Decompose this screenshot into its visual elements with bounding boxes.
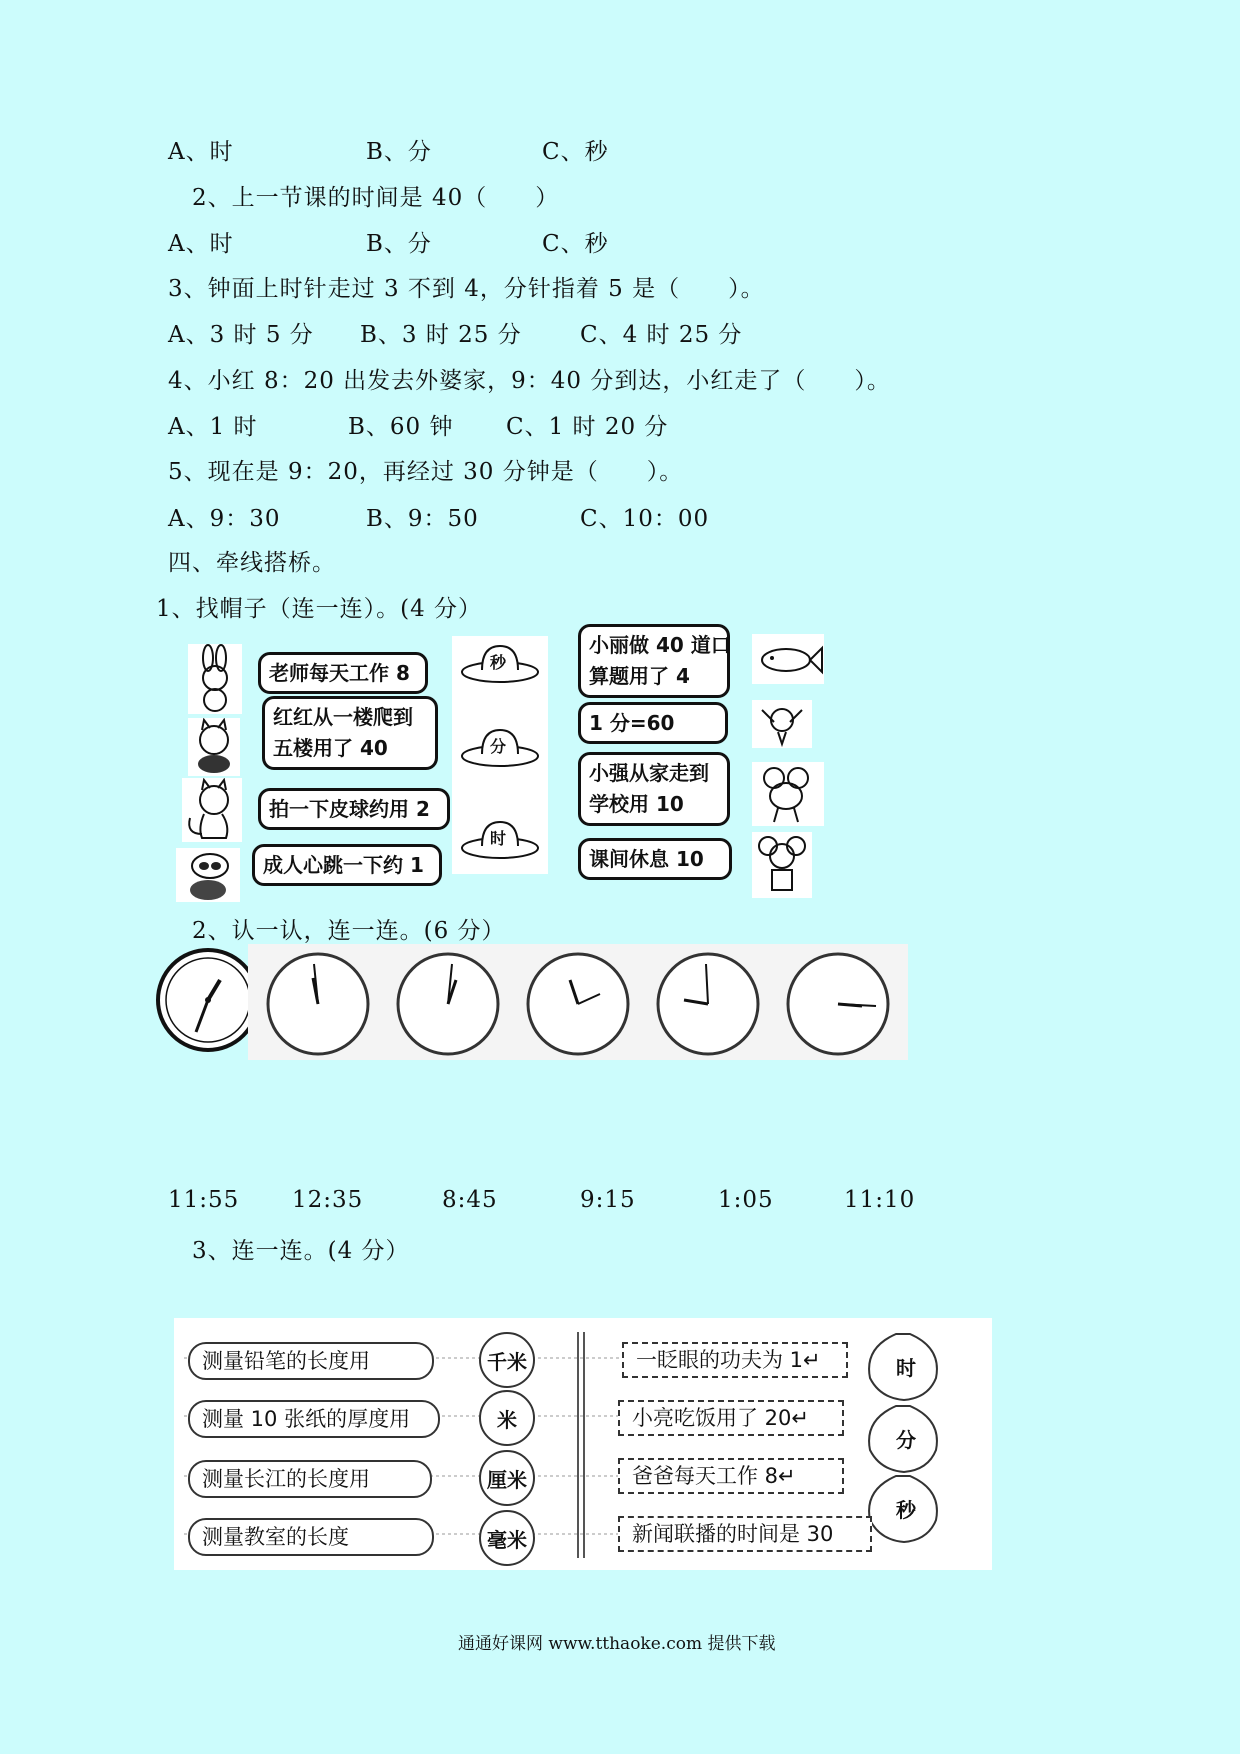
q2-option-a: A、时 — [168, 231, 234, 257]
q5-option-a: A、9：30 — [168, 506, 281, 532]
time-label-3: 8:45 — [442, 1187, 498, 1213]
q1-option-c: C、秒 — [542, 139, 609, 165]
bubble-honghong-line2: 五楼用了 40 — [273, 736, 388, 760]
q4-option-b: B、60 钟 — [348, 414, 454, 440]
cat-icon — [188, 718, 240, 776]
measure-item-4: 测量教室的长度 — [188, 1518, 434, 1556]
hats-panel — [452, 636, 548, 874]
measure-item-2: 测量 10 张纸的厚度用 — [188, 1400, 440, 1438]
raccoon-icon — [176, 848, 240, 902]
bubble-xiaoli-line1: 小丽做 40 道口 — [589, 633, 731, 657]
question-4: 4、小红 8：20 出发去外婆家，9：40 分到达，小红走了（ ）。 — [168, 368, 891, 394]
q3-option-b: B、3 时 25 分 — [360, 322, 522, 348]
time-item-3: 爸爸每天工作 8↵ — [618, 1458, 844, 1494]
bubble-break: 课间休息 10 — [578, 838, 732, 880]
matching-panel — [174, 1318, 992, 1570]
bubble-xiaoli-line2: 算题用了 4 — [589, 664, 690, 688]
section-4-q1-title: 1、找帽子（连一连）。(4 分） — [156, 596, 483, 622]
section-4-q3-title: 3、连一连。(4 分） — [192, 1238, 410, 1264]
hat-label-second: 秒 — [490, 653, 507, 672]
sample-clock-icon — [154, 946, 262, 1054]
footer-text: 通通好课网 www.tthaoke.com 提供下载 — [458, 1634, 776, 1654]
measure-item-1: 测量铅笔的长度用 — [188, 1342, 434, 1380]
measure-item-3: 测量长江的长度用 — [188, 1460, 432, 1498]
bubble-one-minute: 1 分=60 — [578, 702, 728, 744]
clocks-panel — [248, 944, 908, 1060]
time-item-2: 小亮吃饭用了 20↵ — [618, 1400, 844, 1436]
peach-unit-hour: 时 — [896, 1356, 916, 1380]
clocks-drawing — [248, 944, 908, 1060]
time-label-6: 11:10 — [844, 1187, 916, 1213]
bird-icon — [752, 700, 812, 748]
bubble-honghong-line1: 红红从一楼爬到 — [273, 705, 413, 729]
question-2: 2、上一节课的时间是 40（ ） — [192, 185, 560, 211]
mouse-icon — [752, 762, 824, 826]
bubble-teacher: 老师每天工作 8 — [258, 652, 428, 694]
time-label-1: 11:55 — [168, 1187, 240, 1213]
q2-option-c: C、秒 — [542, 231, 609, 257]
question-3: 3、钟面上时针走过 3 不到 4，分针指着 5 是（ ）。 — [168, 276, 765, 302]
time-item-4: 新闻联播的时间是 30 — [618, 1516, 872, 1552]
unit-millimeter: 毫米 — [487, 1528, 527, 1552]
time-item-1: 一眨眼的功夫为 1↵ — [622, 1342, 848, 1378]
q5-option-b: B、9：50 — [366, 506, 479, 532]
hat-label-minute: 分 — [490, 737, 507, 756]
q3-option-a: A、3 时 5 分 — [168, 322, 314, 348]
q1-option-a: A、时 — [168, 139, 234, 165]
section-4-title: 四、牵线搭桥。 — [168, 550, 336, 576]
fish-icon — [752, 634, 824, 684]
rabbit-icon — [188, 644, 242, 714]
bubble-heartbeat: 成人心跳一下约 1 — [252, 844, 442, 886]
bubble-xiaoqiang-line1: 小强从家走到 — [589, 761, 709, 785]
unit-centimeter: 厘米 — [487, 1468, 527, 1492]
time-label-2: 12:35 — [292, 1187, 364, 1213]
q1-option-b: B、分 — [366, 139, 432, 165]
koala-icon — [752, 832, 812, 898]
bubble-xiaoqiang — [578, 752, 730, 826]
unit-kilometer: 千米 — [487, 1350, 527, 1374]
unit-meter: 米 — [497, 1408, 517, 1432]
bubble-xiaoli — [578, 624, 730, 698]
q4-option-a: A、1 时 — [168, 414, 258, 440]
question-5: 5、现在是 9：20，再经过 30 分钟是（ ）。 — [168, 459, 684, 485]
section-4-q2-title: 2、认一认，连一连。(6 分） — [192, 918, 506, 944]
time-label-5: 1:05 — [718, 1187, 774, 1213]
q3-option-c: C、4 时 25 分 — [580, 322, 743, 348]
bubble-ball: 拍一下皮球约用 2 — [258, 788, 450, 830]
bubble-honghong — [262, 696, 438, 770]
q2-option-b: B、分 — [366, 231, 432, 257]
q5-option-c: C、10：00 — [580, 506, 710, 532]
hat-label-hour: 时 — [490, 829, 507, 848]
time-label-4: 9:15 — [580, 1187, 636, 1213]
bubble-xiaoqiang-line2: 学校用 10 — [589, 792, 684, 816]
peach-unit-minute: 分 — [896, 1428, 916, 1452]
q4-option-c: C、1 时 20 分 — [506, 414, 669, 440]
kitten-icon — [182, 778, 242, 842]
peach-unit-second: 秒 — [896, 1498, 916, 1522]
